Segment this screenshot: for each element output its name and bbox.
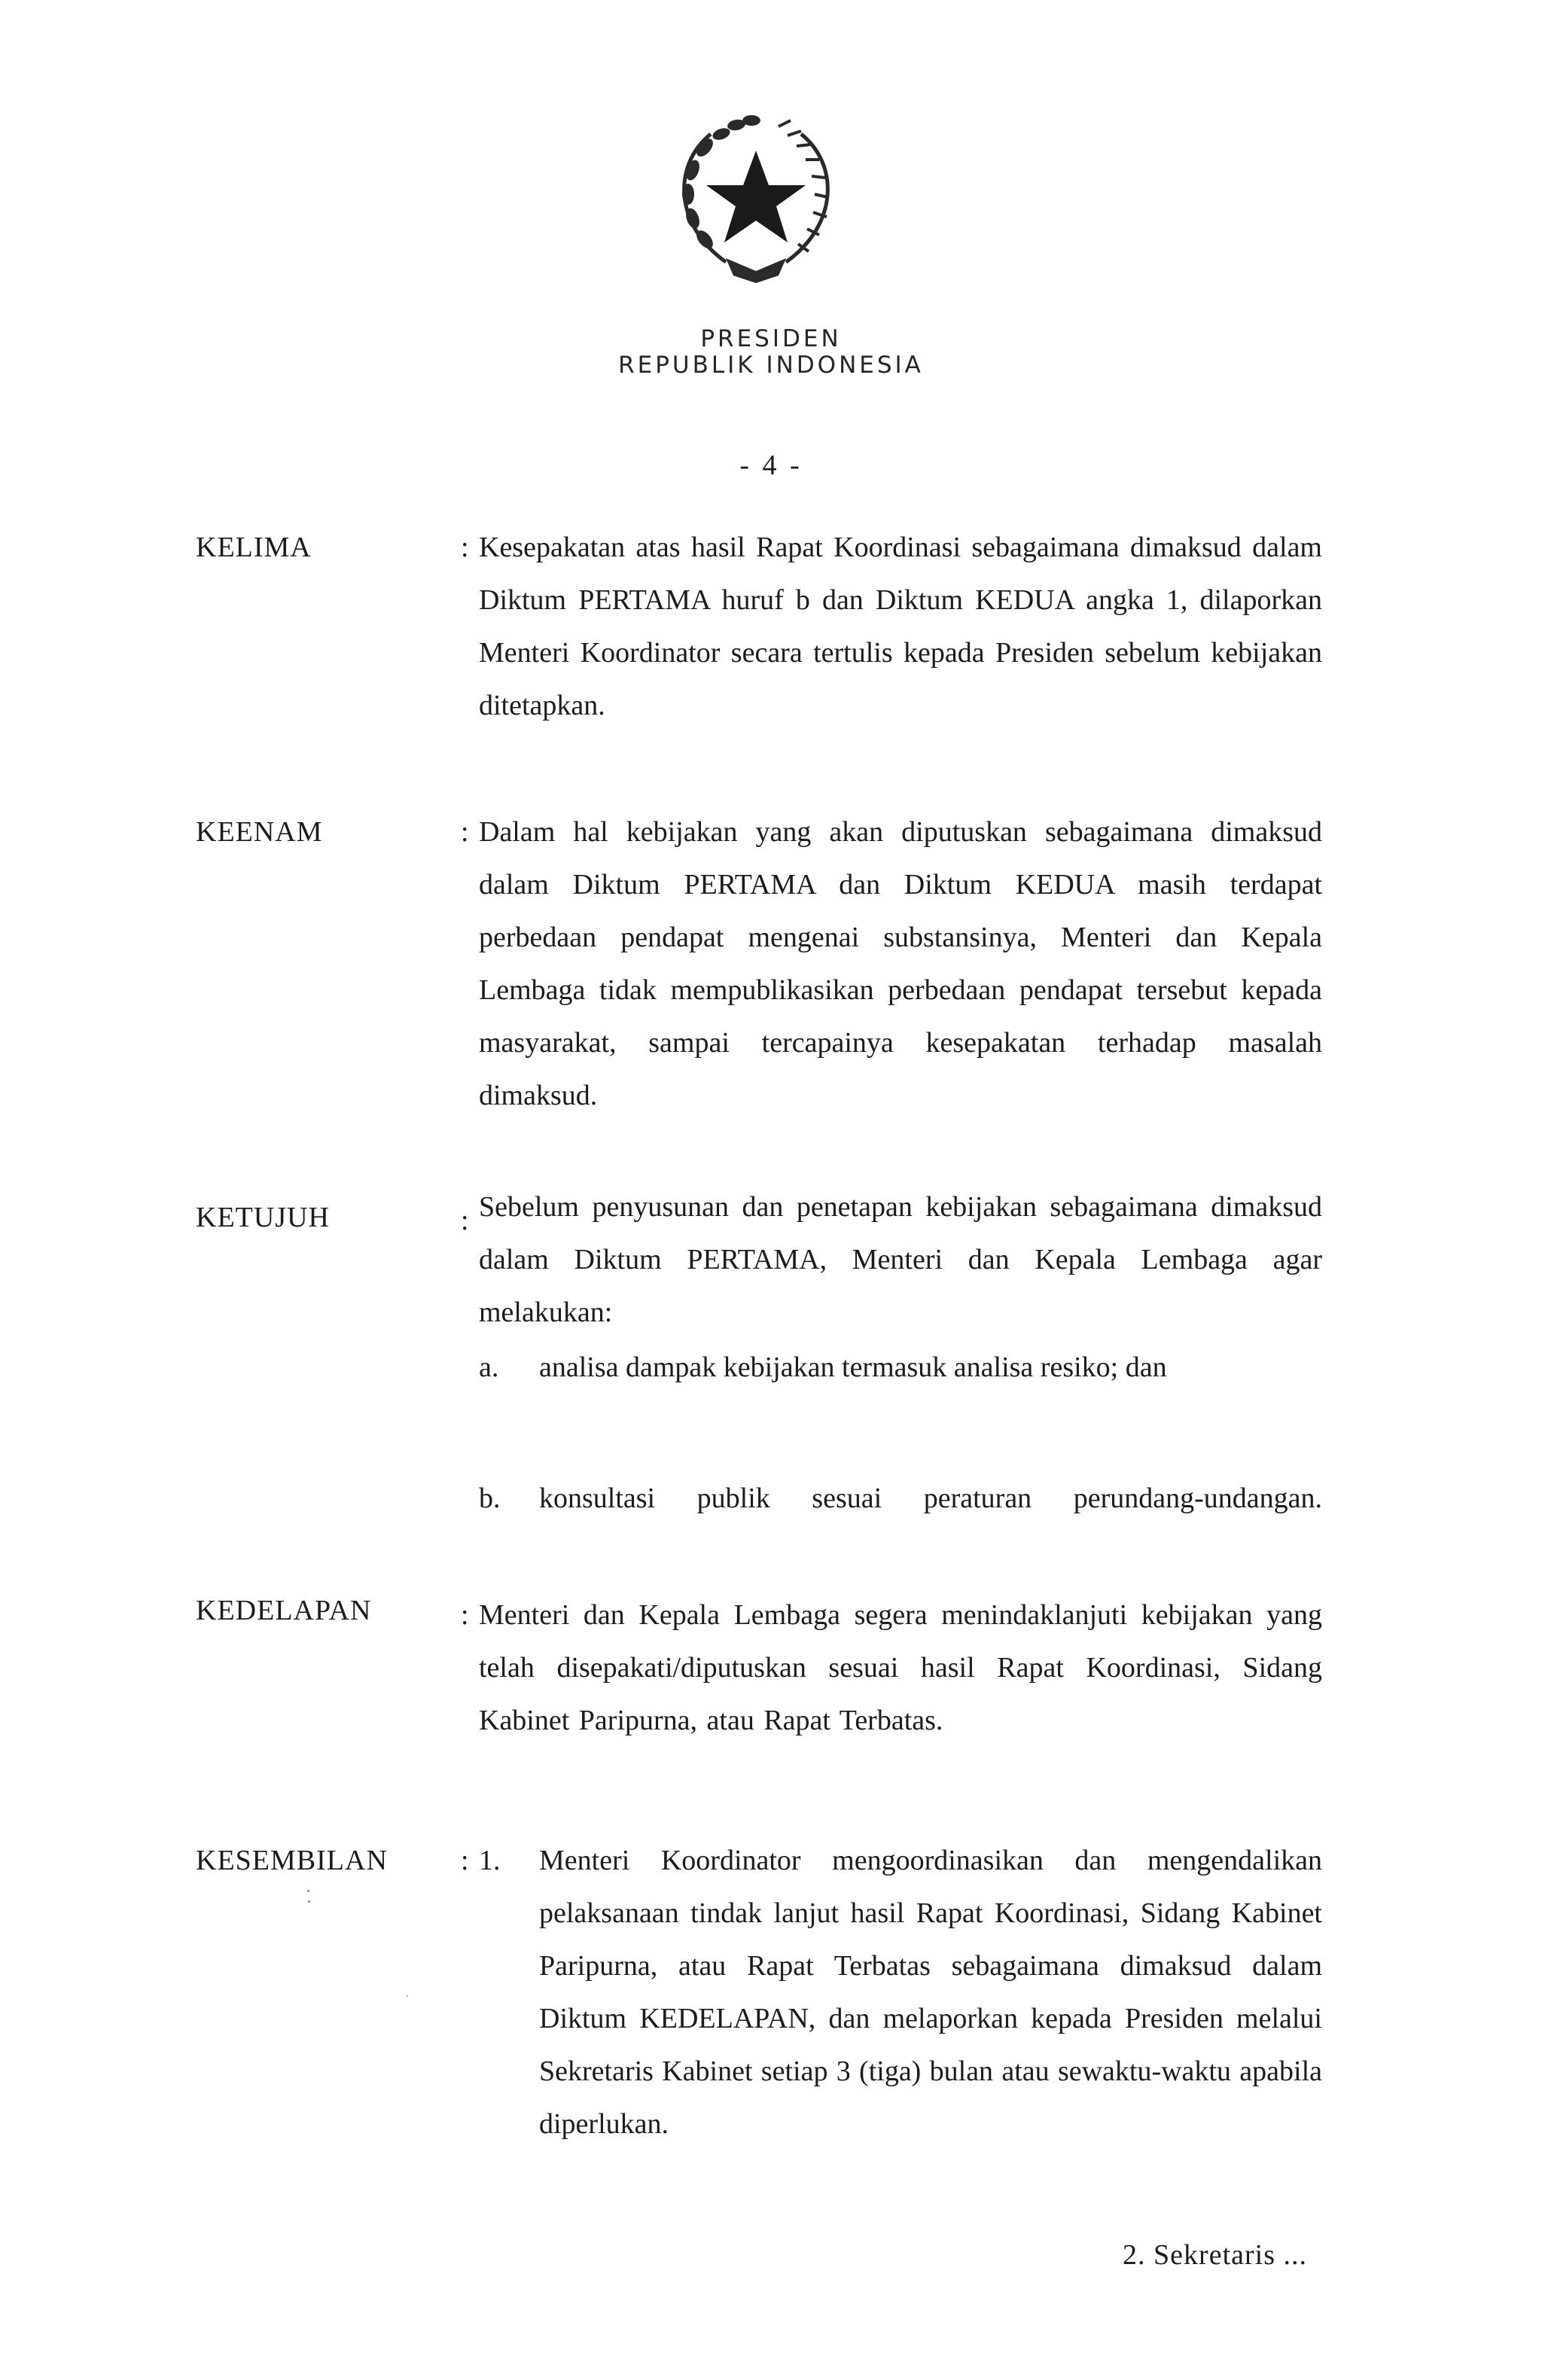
section-label-kedelapan: KEDELAPAN	[196, 1595, 372, 1626]
paragraph: Sebelum penyusunan dan penetapan kebijakan sebagaimana dimaksud dalam Diktum PERTAMA, Menteri dan Kepala Lembaga agar melakukan:	[479, 1191, 1322, 1328]
list-item-a: analisa dampak kebijakan termasuk analisa resiko; dan	[539, 1352, 1167, 1383]
header-line-presiden: PRESIDEN	[700, 325, 842, 352]
section-label-keenam: KEENAM	[196, 816, 323, 848]
section-colon: :	[461, 1599, 469, 1631]
scan-speck	[307, 1890, 309, 1892]
section-label-kesembilan: KESEMBILAN	[196, 1845, 388, 1876]
section-text-kedelapan	[479, 1589, 1322, 1747]
paragraph: Kesepakatan atas hasil Rapat Koordinasi sebagaimana dimaksud dalam Diktum PERTAMA huruf b dan Diktum KEDUA angka 1, dilaporkan Menteri Koordinator secara tertulis kepada Presiden sebelum kebijakan ditetapkan.	[479, 532, 1322, 721]
list-marker-1: 1.	[479, 1845, 501, 1876]
paragraph: Dalam hal kebijakan yang akan diputuskan sebagaimana dimaksud dalam Diktum PERTAMA dan Diktum KEDUA masih terdapat perbedaan pendapat mengenai substansinya, Menteri dan Kepala Lembaga tidak mempublikasikan perbedaan pendapat tersebut kepada masyarakat, sampai tercapainya kesepakatan terhadap masalah dimaksud.	[479, 816, 1322, 1111]
list-marker-a: a.	[479, 1352, 499, 1383]
section-colon: :	[461, 1205, 469, 1236]
scan-speck	[308, 1900, 310, 1903]
section-text-kelima	[479, 521, 1322, 732]
section-text-keenam	[479, 806, 1322, 1122]
section-colon: :	[461, 1845, 469, 1876]
list-item-1: Menteri Koordinator mengoordinasikan dan mengendalikan pelaksanaan tindak lanjut hasil Rapat Koordinasi, Sidang Kabinet Paripurna, atau Rapat Terbatas sebagaimana dimaksud dalam Diktum KEDELAPAN, dan melaporkan kepada Presiden melalui Sekretaris Kabinet setiap 3 (tiga) bulan atau sewaktu-waktu apabila diperlukan.	[539, 1845, 1322, 2140]
garuda-star-emblem-icon	[658, 104, 854, 292]
header-line-republik: REPUBLIK INDONESIA	[618, 352, 924, 379]
section-text-ketujuh	[479, 1181, 1322, 1339]
paragraph: Menteri dan Kepala Lembaga segera menindaklanjuti kebijakan yang telah disepakati/diputuskan sesuai hasil Rapat Koordinasi, Sidang Kabinet Paripurna, atau Rapat Terbatas.	[479, 1599, 1322, 1736]
section-label-kelima: KELIMA	[196, 532, 312, 563]
section-colon: :	[461, 816, 469, 848]
section-label-ketujuh: KETUJUH	[196, 1202, 330, 1233]
list-marker-b: b.	[479, 1483, 501, 1514]
section-colon: :	[461, 532, 469, 563]
continuation-text: 2. Sekretaris ...	[1123, 2239, 1307, 2271]
scan-speck	[407, 1995, 408, 1997]
list-item-b: konsultasi publik sesuai peraturan perundang-undangan.	[539, 1483, 1322, 1514]
page-number: - 4 -	[739, 449, 803, 481]
